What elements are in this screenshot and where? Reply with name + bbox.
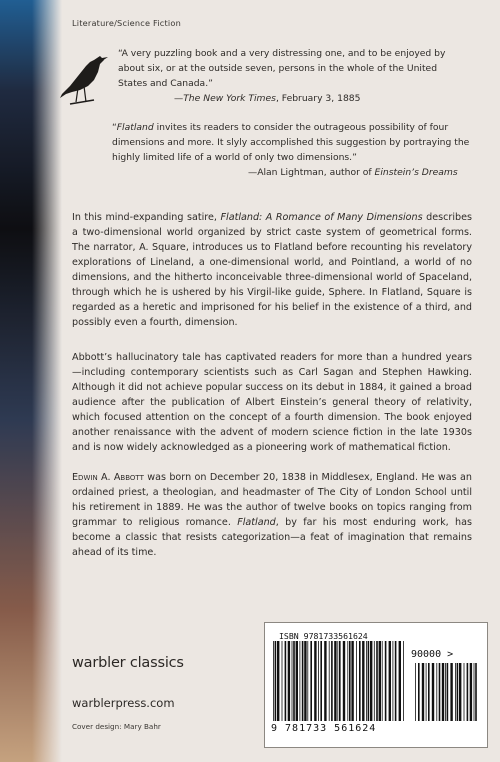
barcode-bar: [339, 641, 341, 721]
barcode-bar: [347, 641, 348, 721]
barcode-bar: [436, 663, 437, 721]
barcode-bar: [331, 641, 333, 721]
barcode-bar: [314, 641, 316, 721]
barcode-bars: [273, 641, 407, 721]
barcode-bar: [310, 641, 312, 721]
barcode-bar: [324, 641, 326, 721]
barcode-bar: [399, 641, 401, 721]
barcode-bar: [418, 663, 420, 721]
isbn-barcode: [264, 622, 488, 748]
barcode-bar: [359, 641, 361, 721]
price-barcode-bars: [415, 663, 477, 721]
barcode-bar: [277, 641, 279, 721]
quote-attribution: —The New York Times, February 3, 1885: [174, 93, 361, 104]
barcode-bar: [349, 641, 351, 721]
barcode-bar: [285, 641, 287, 721]
barcode-bar: [337, 641, 338, 721]
barcode-bar: [422, 663, 424, 721]
barcode-bar: [475, 663, 477, 721]
barcode-bar: [362, 641, 364, 721]
cover-edge-artwork: [0, 0, 62, 762]
barcode-bar: [275, 641, 277, 721]
barcode-bar: [432, 663, 434, 721]
warbler-logo-icon: [56, 50, 116, 108]
barcode-bar: [300, 641, 301, 721]
barcode-bar: [426, 663, 427, 721]
isbn-label: ISBN 9781733561624: [279, 631, 368, 641]
barcode-bar: [366, 641, 367, 721]
barcode-bar: [393, 641, 394, 721]
barcode-bar: [389, 641, 391, 721]
review-quote-nyt: [118, 46, 468, 106]
barcode-bar: [318, 641, 319, 721]
barcode-bar: [376, 641, 378, 721]
barcode-bar: [273, 641, 274, 721]
barcode-bar: [415, 663, 416, 721]
barcode-bar: [439, 663, 441, 721]
barcode-bar: [304, 641, 306, 721]
acclaim-paragraph: Abbott’s hallucinatory tale has captivated readers for more than a hundred years—including contemporary scientists such as Carl Sagan and Stephen Hawking. Although it did not achieve popular success on its debut in 1884, it gained a broad audience after the publication of Albert Einstein’s general theory of relativity, which focused attention on the concept of a fourth dimension. The book enjoyed another renaissance with the advent of modern science fiction in the late 1930s and is now widely acknowledged as a pioneering work of mathematical fiction.: [72, 352, 472, 453]
author-bio-paragraph: Edwin A. Abbott was born on December 20, 1838 in Middlesex, England. He was an ordained priest, a theologian, and headmaster of The City of London School until his retirement in 1889. He was the author of twelve books on topics ranging from grammar to religious romance. Flatland, by far his most enduring work, has become a classic that resists categorization—a feat of imagination that remains ahead of its time.: [72, 472, 473, 558]
barcode-bar: [296, 641, 298, 721]
barcode-bar: [307, 641, 308, 721]
barcode-bar: [292, 641, 293, 721]
barcode-bar: [403, 641, 404, 721]
price-code: 90000 >: [411, 649, 454, 660]
category-label: Literature/Science Fiction: [72, 18, 181, 28]
quote-attribution: —Alan Lightman, author of Einstein’s Dreams: [248, 167, 458, 178]
barcode-bar: [455, 663, 456, 721]
barcode-bar: [368, 641, 370, 721]
barcode-bar: [464, 663, 465, 721]
barcode-bar: [370, 641, 372, 721]
synopsis-paragraph: In this mind-expanding satire, Flatland: A Romance of Many Dimensions describes a two-dimensional world organized by strict caste system of geometrical forms. The narrator, A. Square, introduces us to Flatland before recounting his revelatory explorations of Lineland, a one-dimensional world, and Pointland, a world of no dimensions, and the hitherto inconceivable three-dimensional world of Spaceland, through which he is ushered by his Virgil-like guide, Sphere. In Flatland, Square is regarded as a heretic and imprisoned for his belief in the existence of a third, and possibly even a fourth, dimension.: [72, 212, 472, 328]
barcode-bar: [395, 641, 397, 721]
barcode-bar: [374, 641, 375, 721]
publisher-url: warblerpress.com: [72, 696, 175, 710]
barcode-bar: [445, 663, 446, 721]
barcode-bar: [282, 641, 283, 721]
barcode-bar: [379, 641, 381, 721]
quote-text: “A very puzzling book and a very distressing one, and to be enjoyed by about six, or at the outside seven, persons in the whole of the United States and Canada.”: [118, 48, 446, 89]
barcode-bar: [288, 641, 290, 721]
barcode-bar: [447, 663, 449, 721]
barcode-bar: [334, 641, 336, 721]
barcode-bar: [302, 641, 304, 721]
barcode-bar: [459, 663, 461, 721]
cover-design-credit: Cover design: Mary Bahr: [72, 722, 161, 731]
barcode-bar: [343, 641, 345, 721]
barcode-digits: 9 781733 561624: [271, 723, 377, 734]
barcode-bar: [356, 641, 357, 721]
quote-text: “Flatland invites its readers to consider the outrageous possibility of four dimensions and more. It slyly accomplished this suggestion by portraying the highly limited life of a world of only two dimensions.”: [112, 122, 470, 163]
review-quote-lightman: [112, 120, 474, 180]
barcode-bar: [470, 663, 472, 721]
barcode-bar: [293, 641, 295, 721]
barcode-bar: [385, 641, 387, 721]
barcode-bar: [450, 663, 452, 721]
barcode-bar: [442, 663, 444, 721]
barcode-bar: [351, 641, 353, 721]
barcode-bar: [320, 641, 322, 721]
barcode-bar: [457, 663, 459, 721]
barcode-bar: [467, 663, 469, 721]
barcode-bar: [428, 663, 430, 721]
barcode-bar: [382, 641, 383, 721]
barcode-bar: [474, 663, 475, 721]
publisher-name: warbler classics: [72, 655, 184, 671]
barcode-bar: [329, 641, 330, 721]
